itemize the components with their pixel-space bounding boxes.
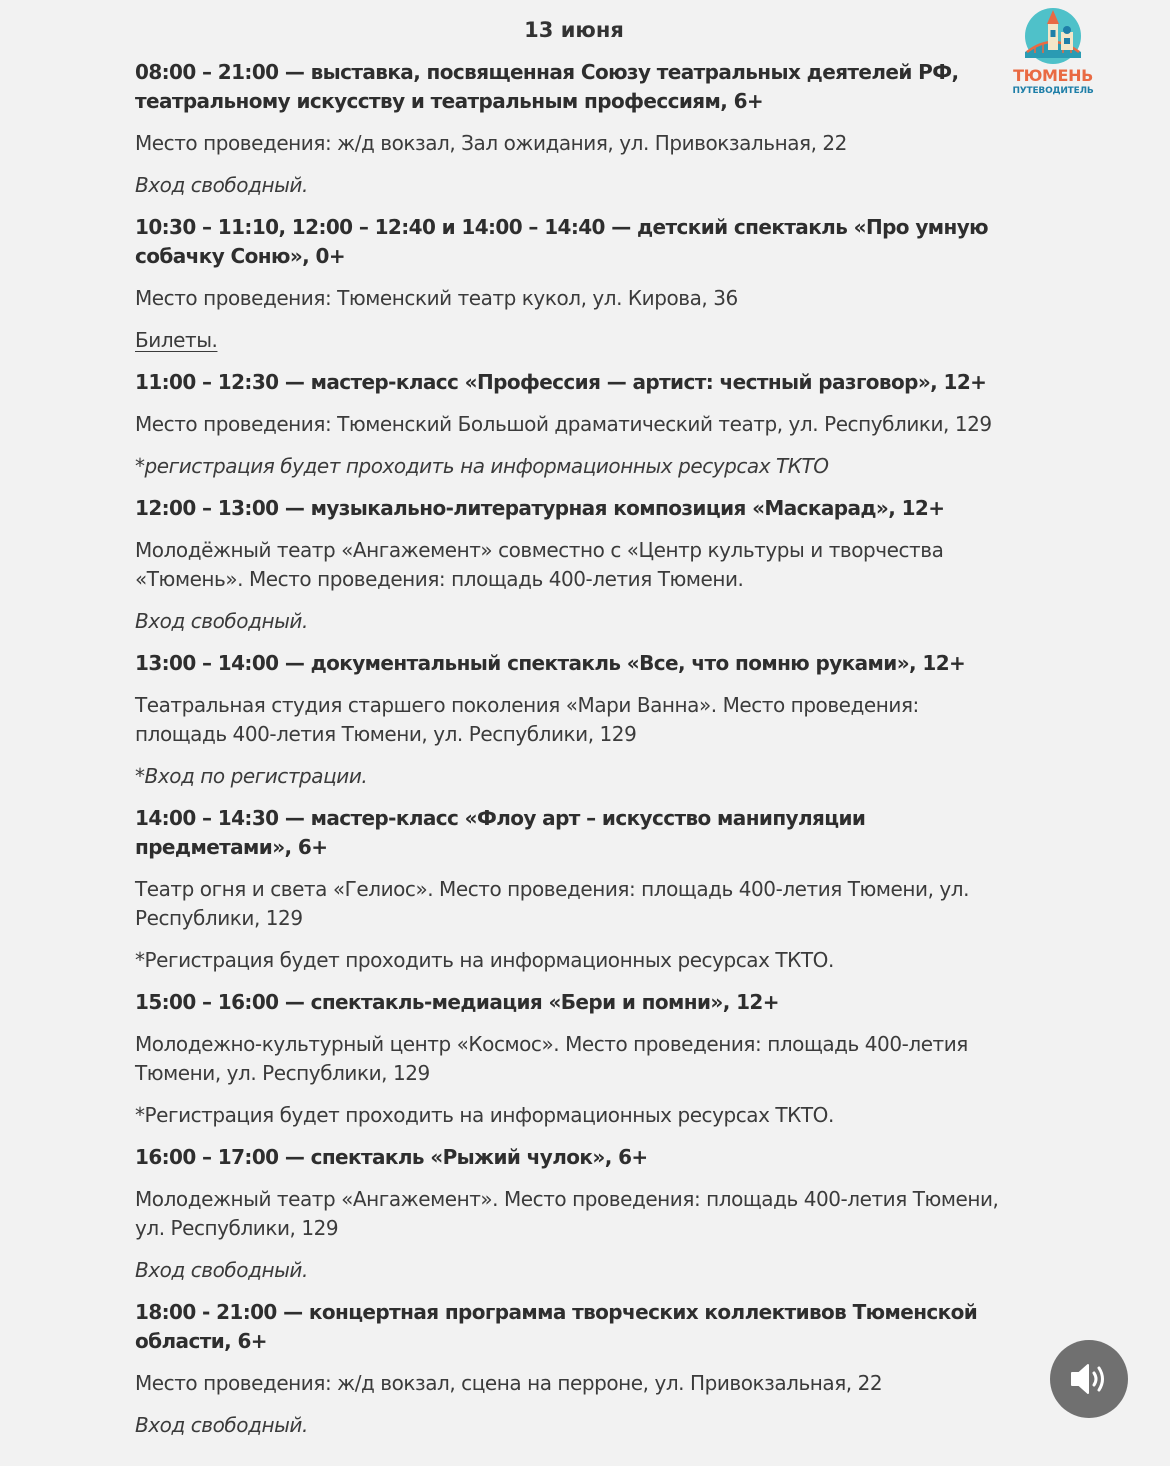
speaker-volume-icon (1069, 1361, 1109, 1397)
date-heading: 13 июня (524, 18, 624, 42)
event-title: 08:00 – 21:00 — выставка, посвященная Союзу театральных деятелей РФ, театральному искусству и театральным профессиям, 6+ (135, 60, 959, 113)
event-venue: Место проведения: Тюменский Большой драматический театр, ул. Республики, 129 (135, 412, 992, 436)
event-title: 13:00 – 14:00 — документальный спектакль «Все, что помню руками», 12+ (135, 651, 966, 675)
logo-subtitle: ПУТЕВОДИТЕЛЬ (1012, 86, 1094, 96)
tyumen-bridge-church-icon (1005, 6, 1101, 66)
sound-toggle-button[interactable] (1050, 1340, 1128, 1418)
event-venue: Место проведения: Тюменский театр кукол, ул. Кирова, 36 (135, 286, 738, 310)
event-note: Вход свободный. (135, 173, 308, 197)
event-venue: Место проведения: ж/д вокзал, сцена на перроне, ул. Привокзальная, 22 (135, 1371, 883, 1395)
event-venue: Молодежный театр «Ангажемент». Место проведения: площадь 400-летия Тюмени, ул. Республики, 129 (135, 1187, 999, 1240)
event-note: Вход свободный. (135, 1413, 308, 1437)
event-title: 12:00 – 13:00 — музыкально-литературная композиция «Маскарад», 12+ (135, 496, 945, 520)
event-venue: Театральная студия старшего поколения «Мари Ванна». Место проведения: площадь 400-летия Тюмени, ул. Республики, 129 (135, 693, 919, 746)
event-title: 16:00 – 17:00 — спектакль «Рыжий чулок», 6+ (135, 1145, 648, 1169)
logo-title: ТЮМЕНЬ (1013, 66, 1093, 85)
event-venue: Театр огня и света «Гелиос». Место проведения: площадь 400-летия Тюмени, ул. Республики, 129 (135, 877, 970, 930)
event-note: Вход свободный. (135, 1258, 308, 1282)
event-venue: Молодёжный театр «Ангажемент» совместно с «Центр культуры и творчества «Тюмень». Место проведения: площадь 400-летия Тюмени. (135, 538, 944, 591)
event-venue: Место проведения: ж/д вокзал, Зал ожидания, ул. Привокзальная, 22 (135, 131, 847, 155)
tyumen-guide-logo (1005, 6, 1101, 102)
event-note: *Регистрация будет проходить на информационных ресурсах ТКТО. (135, 1103, 834, 1127)
event-note: *регистрация будет проходить на информационных ресурсах ТКТО (135, 454, 829, 478)
event-venue: Молодежно-культурный центр «Космос». Место проведения: площадь 400-летия Тюмени, ул. Республики, 129 (135, 1032, 968, 1085)
event-title: 10:30 – 11:10, 12:00 – 12:40 и 14:00 – 14:40 — детский спектакль «Про умную собачку Соню», 0+ (135, 215, 988, 268)
event-title: 15:00 – 16:00 — спектакль-медиация «Бери и помни», 12+ (135, 990, 779, 1014)
tickets-link[interactable]: Билеты. (135, 328, 218, 352)
event-schedule (135, 58, 1015, 1453)
event-title: 14:00 – 14:30 — мастер-класс «Флоу арт – искусство манипуляции предметами», 6+ (135, 806, 866, 859)
event-note: Вход свободный. (135, 609, 308, 633)
event-note: *Регистрация будет проходить на информационных ресурсах ТКТО. (135, 948, 834, 972)
event-title: 11:00 – 12:30 — мастер-класс «Профессия — артист: честный разговор», 12+ (135, 370, 987, 394)
event-note: *Вход по регистрации. (135, 764, 368, 788)
event-title: 18:00 - 21:00 — концертная программа творческих коллективов Тюменской области, 6+ (135, 1300, 978, 1353)
